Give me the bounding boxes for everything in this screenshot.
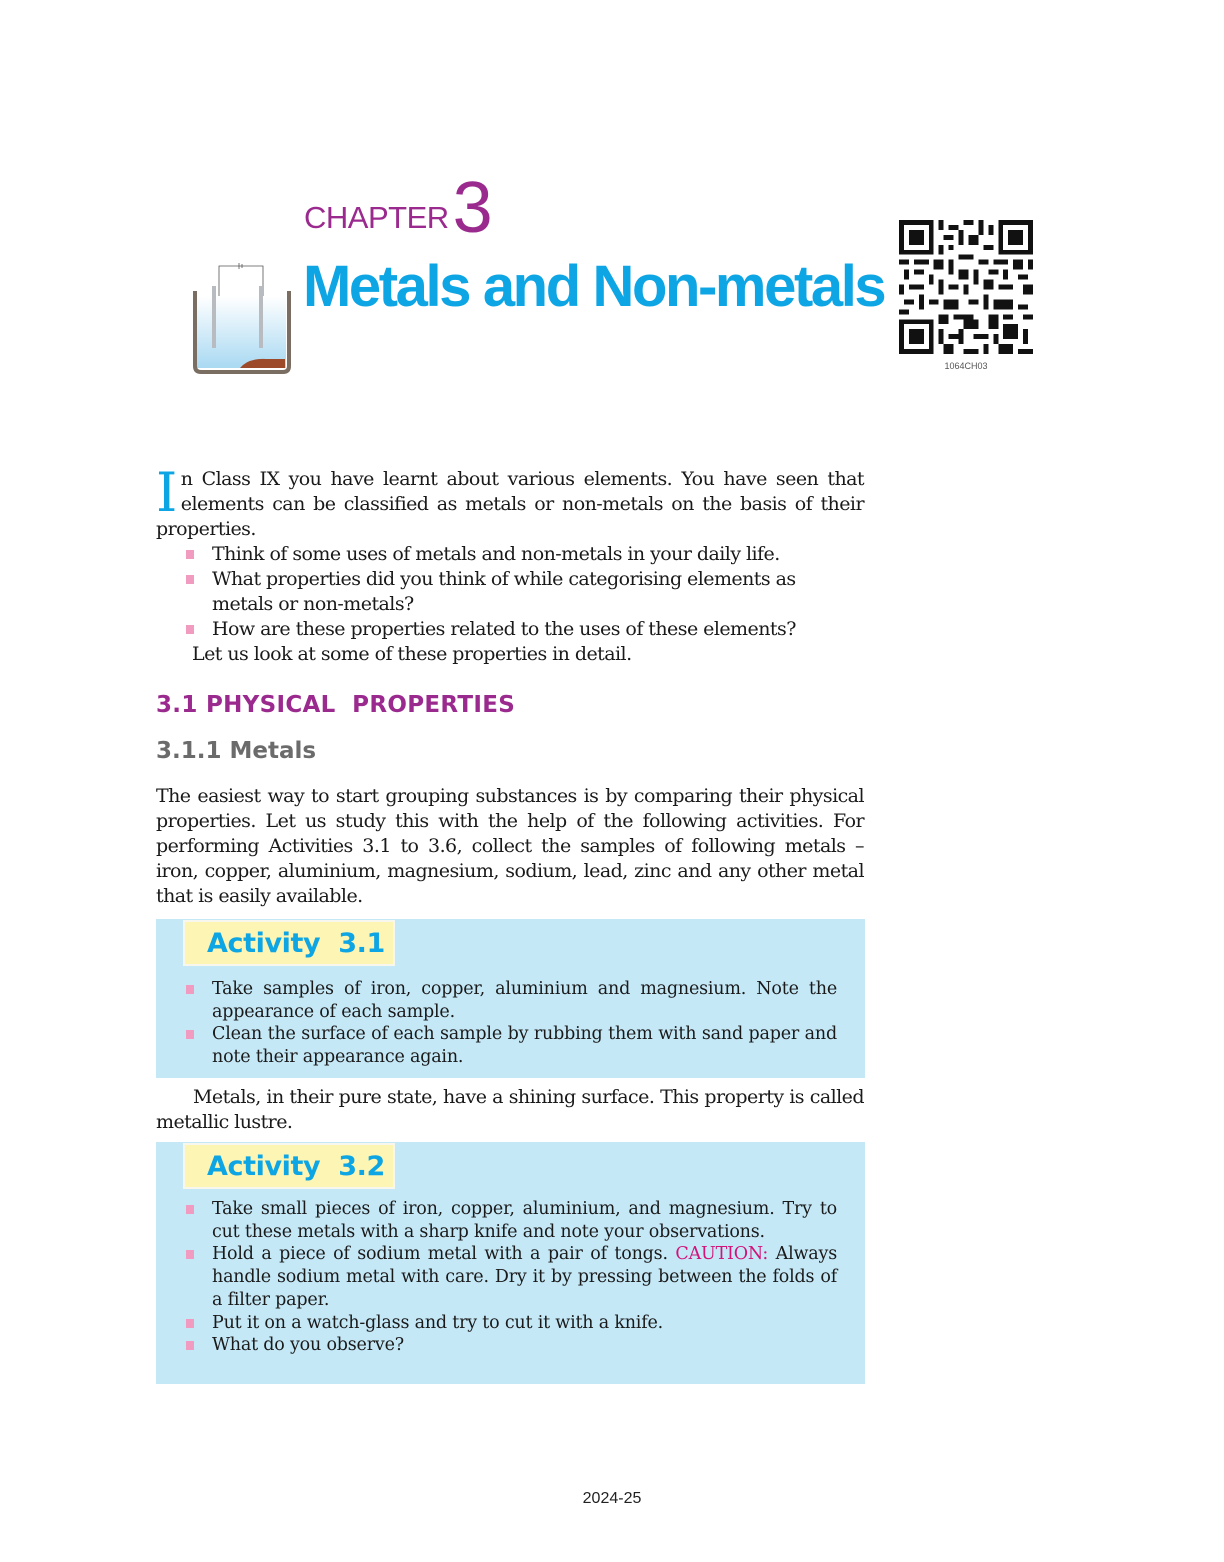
- bullet-square-icon: [186, 550, 194, 559]
- activity-label: Activity 3.1: [183, 920, 395, 966]
- list-item-text: Think of some uses of metals and non-metals in your daily life.: [212, 543, 780, 565]
- list-item: [156, 567, 864, 617]
- list-item: [156, 542, 864, 567]
- metals-paragraph: The easiest way to start grouping substances is by comparing their physical properties. Let us study this with the help of the following activities. For performing Activities 3.1 to 3.6, collect the samples of following metals – iron, copper, aluminium, magnesium, sodium, lead, zinc and any other metal that is easily available.: [156, 785, 864, 907]
- list-item-text: What properties did you think of while categorising elements as metals or non-metals?: [212, 568, 796, 615]
- bullet-square-icon: [186, 625, 194, 634]
- chapter-title: Metals and Non-metals: [303, 254, 885, 319]
- footer-year: 2024-25: [582, 1490, 642, 1507]
- qr-code-icon[interactable]: [898, 220, 1034, 354]
- lustre-paragraph: [156, 1085, 864, 1135]
- activity-steps: [156, 978, 837, 1069]
- bullet-square-icon: [186, 1341, 194, 1350]
- list-item-text: Take samples of iron, copper, aluminium and magnesium. Note the appearance of each sample.: [212, 979, 837, 1022]
- list-item: [156, 1334, 837, 1357]
- bullet-square-icon: [186, 1319, 194, 1328]
- list-item: [156, 1312, 837, 1335]
- subsection-heading: 3.1.1 Metals: [156, 738, 317, 764]
- activity-box-3-2: [156, 1142, 865, 1384]
- bullet-square-icon: [186, 985, 194, 994]
- chapter-number: 3: [452, 168, 493, 248]
- list-item-text: Take small pieces of iron, copper, aluminium, and magnesium. Try to cut these metals with a sharp knife and note your observations.: [212, 1199, 837, 1242]
- list-item-text: Put it on a watch-glass and try to cut it with a knife.: [212, 1312, 663, 1333]
- intro-section: [156, 461, 864, 667]
- list-item: [156, 617, 864, 642]
- intro-paragraph: [156, 461, 864, 542]
- bullet-square-icon: [186, 1205, 194, 1214]
- list-item: [156, 978, 837, 1023]
- intro-closing-text: Let us look at some of these properties in detail.: [192, 643, 632, 665]
- list-item-text: What do you observe?: [212, 1335, 404, 1356]
- list-item: [156, 1023, 837, 1068]
- activity-label: Activity 3.2: [183, 1143, 395, 1189]
- list-item-text: Hold a piece of sodium metal with a pair of tongs.: [212, 1244, 668, 1265]
- intro-paragraph-text: n Class IX you have learnt about various elements. You have seen that elements can be classified as metals or non-metals on the basis of their properties.: [156, 468, 864, 540]
- chapter-label: [304, 168, 493, 248]
- intro-question-list: [156, 542, 864, 642]
- chapter-label-text: CHAPTER: [304, 200, 449, 235]
- bullet-square-icon: [186, 575, 194, 584]
- caution-text: Always handle sodium metal with care. Dry it by pressing between the folds of a filter paper.: [212, 1244, 837, 1310]
- qr-code-label: 1064CH03: [944, 361, 988, 371]
- caution-label: CAUTION:: [675, 1244, 769, 1265]
- bullet-square-icon: [186, 1250, 194, 1259]
- section-heading: 3.1 PHYSICAL PROPERTIES: [156, 692, 516, 718]
- list-item-text: Clean the surface of each sample by rubbing them with sand paper and note their appearance again.: [212, 1024, 837, 1068]
- lustre-paragraph-text: Metals, in their pure state, have a shining surface. This property is called metallic lustre.: [156, 1086, 864, 1133]
- list-item-text: How are these properties related to the uses of these elements?: [212, 618, 796, 640]
- beaker-illustration-icon: [188, 258, 294, 378]
- activity-steps: [156, 1198, 837, 1357]
- list-item: [156, 1243, 837, 1311]
- dropcap-letter: I: [156, 461, 177, 524]
- list-item: [156, 1198, 837, 1243]
- bullet-square-icon: [186, 1030, 194, 1039]
- activity-box-3-1: [156, 919, 865, 1078]
